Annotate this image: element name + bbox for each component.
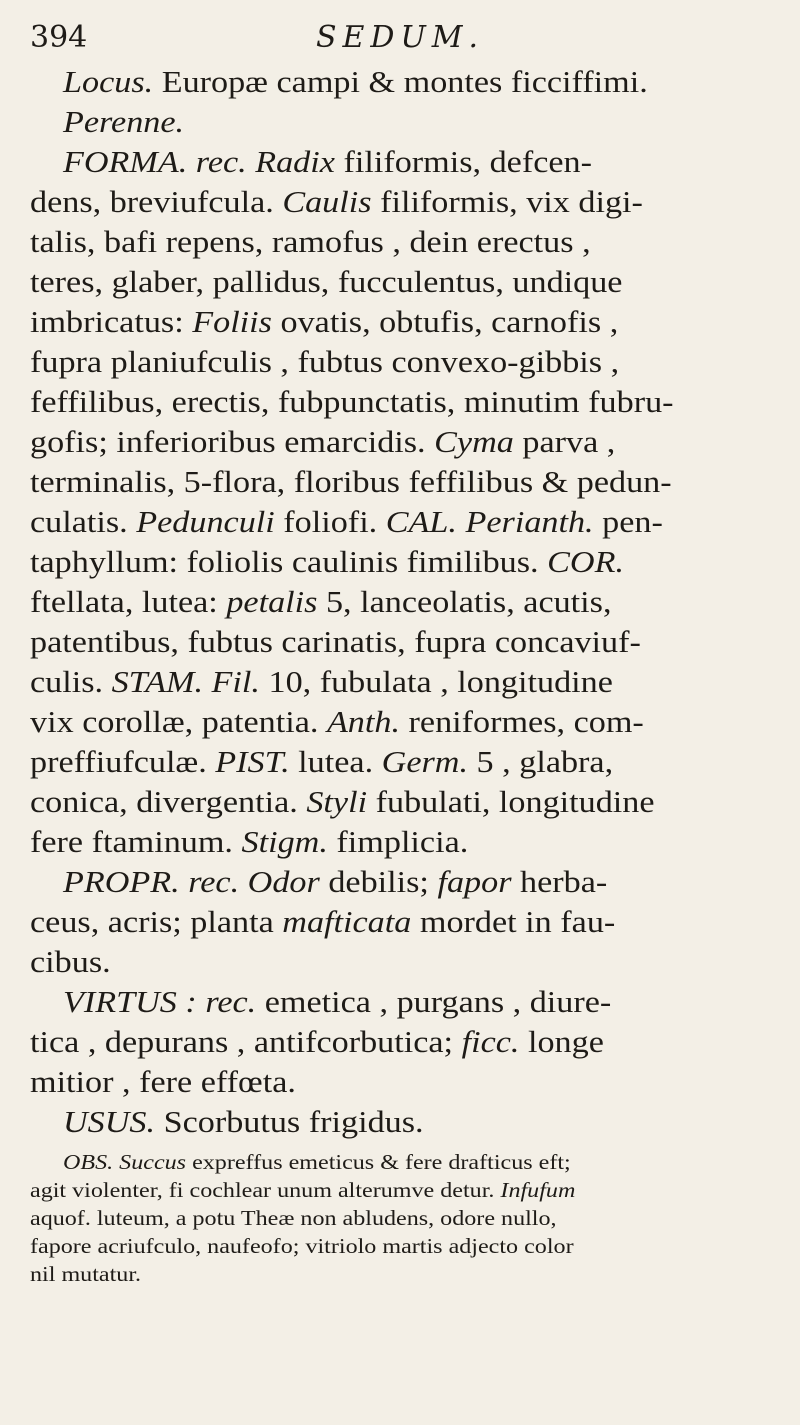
- text-line: [30, 622, 641, 662]
- italic-term: FORMA.: [63, 145, 188, 179]
- text-line: [30, 262, 622, 302]
- text-run: gofis; inferioribus emarcidis.: [30, 425, 435, 459]
- text-run: taphyllum: foliolis caulinis fimilibus.: [30, 545, 548, 579]
- text-line: [30, 1062, 296, 1102]
- text-run: longe: [519, 1025, 604, 1059]
- text-run: fere ftaminum.: [30, 825, 242, 859]
- text-line: [63, 62, 648, 102]
- italic-term: Caulis: [282, 185, 372, 219]
- text-line: [30, 1232, 574, 1260]
- text-run: aquof. luteum, a potu Theæ non abludens, odore nullo,: [30, 1206, 557, 1230]
- text-line: [30, 1176, 575, 1204]
- italic-term: Styli: [306, 785, 368, 819]
- text-line: [30, 782, 655, 822]
- text-line: [30, 302, 618, 342]
- page-number: 394: [30, 20, 88, 55]
- text-run: ftellata, lutea:: [30, 585, 227, 619]
- text-line: [30, 902, 615, 942]
- text-line: [30, 462, 672, 502]
- italic-term: VIRTUS :: [63, 985, 197, 1019]
- italic-term: Odor: [247, 865, 320, 899]
- page-header: [30, 20, 770, 60]
- text-line: [30, 702, 644, 742]
- text-line: [30, 422, 615, 462]
- text-run: nil mutatur.: [30, 1262, 142, 1286]
- italic-term: Cyma: [434, 425, 514, 459]
- italic-term: Anth.: [326, 705, 401, 739]
- text-run: tica , depurans , antifcorbutica;: [30, 1025, 462, 1059]
- text-line: [63, 1102, 424, 1142]
- text-line: [30, 942, 111, 982]
- text-run: Scorbutus frigidus.: [155, 1105, 424, 1139]
- text-run: expreffus emeticus & fere drafticus eft;: [186, 1150, 571, 1174]
- text-line: [30, 742, 613, 782]
- text-run: feffilibus, erectis, fubpunctatis, minutim fubru-: [30, 385, 674, 419]
- italic-term: Infufum: [500, 1178, 576, 1202]
- text-run: patentibus, fubtus carinatis, fupra concaviuf-: [30, 625, 641, 659]
- italic-term: rec.: [188, 865, 240, 899]
- text-line: [63, 1148, 571, 1176]
- italic-term: petalis: [226, 585, 318, 619]
- italic-term: mafticata: [282, 905, 412, 939]
- text-line: [30, 222, 591, 262]
- italic-term: Locus.: [63, 65, 154, 99]
- text-line: [30, 502, 663, 542]
- italic-term: Stigm.: [241, 825, 328, 859]
- text-run: [197, 985, 206, 1019]
- text-run: herba-: [511, 865, 608, 899]
- text-run: fupra planiufculis , fubtus convexo-gibbis ,: [30, 345, 620, 379]
- text-run: reniformes, com-: [400, 705, 644, 739]
- text-run: imbricatus:: [30, 305, 193, 339]
- italic-term: COR.: [547, 545, 624, 579]
- text-run: teres, glaber, pallidus, fucculentus, undique: [30, 265, 623, 299]
- italic-term: CAL. Perianth.: [385, 505, 594, 539]
- text-run: vix corollæ, patentia.: [30, 705, 327, 739]
- italic-term: fapor: [437, 865, 512, 899]
- text-run: [247, 145, 256, 179]
- text-run: ovatis, obtufis, carnofis ,: [271, 305, 619, 339]
- italic-term: OBS. Succus: [63, 1150, 187, 1174]
- text-run: debilis;: [319, 865, 438, 899]
- text-run: [239, 865, 248, 899]
- text-run: [187, 145, 196, 179]
- text-run: emetica , purgans , diure-: [256, 985, 612, 1019]
- italic-term: Pedunculi: [136, 505, 275, 539]
- text-line: [63, 102, 184, 142]
- text-run: dens, breviufcula.: [30, 185, 283, 219]
- text-run: 10, fubulata , longitudine: [259, 665, 613, 699]
- text-run: terminalis, 5-flora, floribus feffilibus & pedun-: [30, 465, 672, 499]
- text-line: [30, 382, 674, 422]
- text-line: [63, 982, 611, 1022]
- text-run: 5, lanceolatis, acutis,: [317, 585, 612, 619]
- text-line: [30, 1204, 557, 1232]
- text-run: fapore acriufculo, naufeofo; vitriolo martis adjecto color: [30, 1234, 574, 1258]
- text-run: [180, 865, 189, 899]
- text-line: [30, 182, 643, 222]
- text-run: ceus, acris; planta: [30, 905, 283, 939]
- italic-term: USUS.: [63, 1105, 156, 1139]
- italic-term: STAM. Fil.: [111, 665, 260, 699]
- italic-term: Foliis: [192, 305, 272, 339]
- text-run: fimplicia.: [327, 825, 469, 859]
- italic-term: Perenne.: [63, 105, 185, 139]
- text-run: conica, divergentia.: [30, 785, 307, 819]
- text-run: filiformis, defcen-: [334, 145, 592, 179]
- text-run: parva ,: [513, 425, 616, 459]
- text-run: culis.: [30, 665, 112, 699]
- text-line: [63, 862, 607, 902]
- text-run: cibus.: [30, 945, 111, 979]
- italic-term: rec.: [195, 145, 247, 179]
- text-line: [30, 1022, 604, 1062]
- text-line: [30, 1260, 141, 1288]
- text-run: lutea.: [289, 745, 382, 779]
- text-line: [30, 342, 619, 382]
- running-title: SEDUM.: [315, 20, 485, 55]
- text-run: agit violenter, fi cochlear unum alterumve detur.: [30, 1178, 501, 1202]
- italic-term: PROPR.: [63, 865, 180, 899]
- text-run: foliofi.: [274, 505, 386, 539]
- text-run: filiformis, vix digi-: [371, 185, 643, 219]
- italic-term: Germ.: [381, 745, 469, 779]
- italic-term: rec.: [205, 985, 257, 1019]
- italic-term: Radix: [255, 145, 335, 179]
- text-line: [30, 582, 612, 622]
- text-line: [30, 662, 613, 702]
- text-run: 5 , glabra,: [468, 745, 614, 779]
- text-run: pen-: [593, 505, 663, 539]
- text-run: mordet in fau-: [411, 905, 616, 939]
- italic-term: PIST.: [215, 745, 290, 779]
- text-line: [30, 822, 468, 862]
- text-run: preffiufculæ.: [30, 745, 216, 779]
- italic-term: ficc.: [461, 1025, 520, 1059]
- text-line: [30, 542, 624, 582]
- text-run: fubulati, longitudine: [367, 785, 655, 819]
- text-run: talis, bafi repens, ramofus , dein erectus ,: [30, 225, 591, 259]
- text-run: mitior , fere effœta.: [30, 1065, 296, 1099]
- text-line: [63, 142, 592, 182]
- text-run: culatis.: [30, 505, 137, 539]
- text-run: Europæ campi & montes ficciffimi.: [153, 65, 648, 99]
